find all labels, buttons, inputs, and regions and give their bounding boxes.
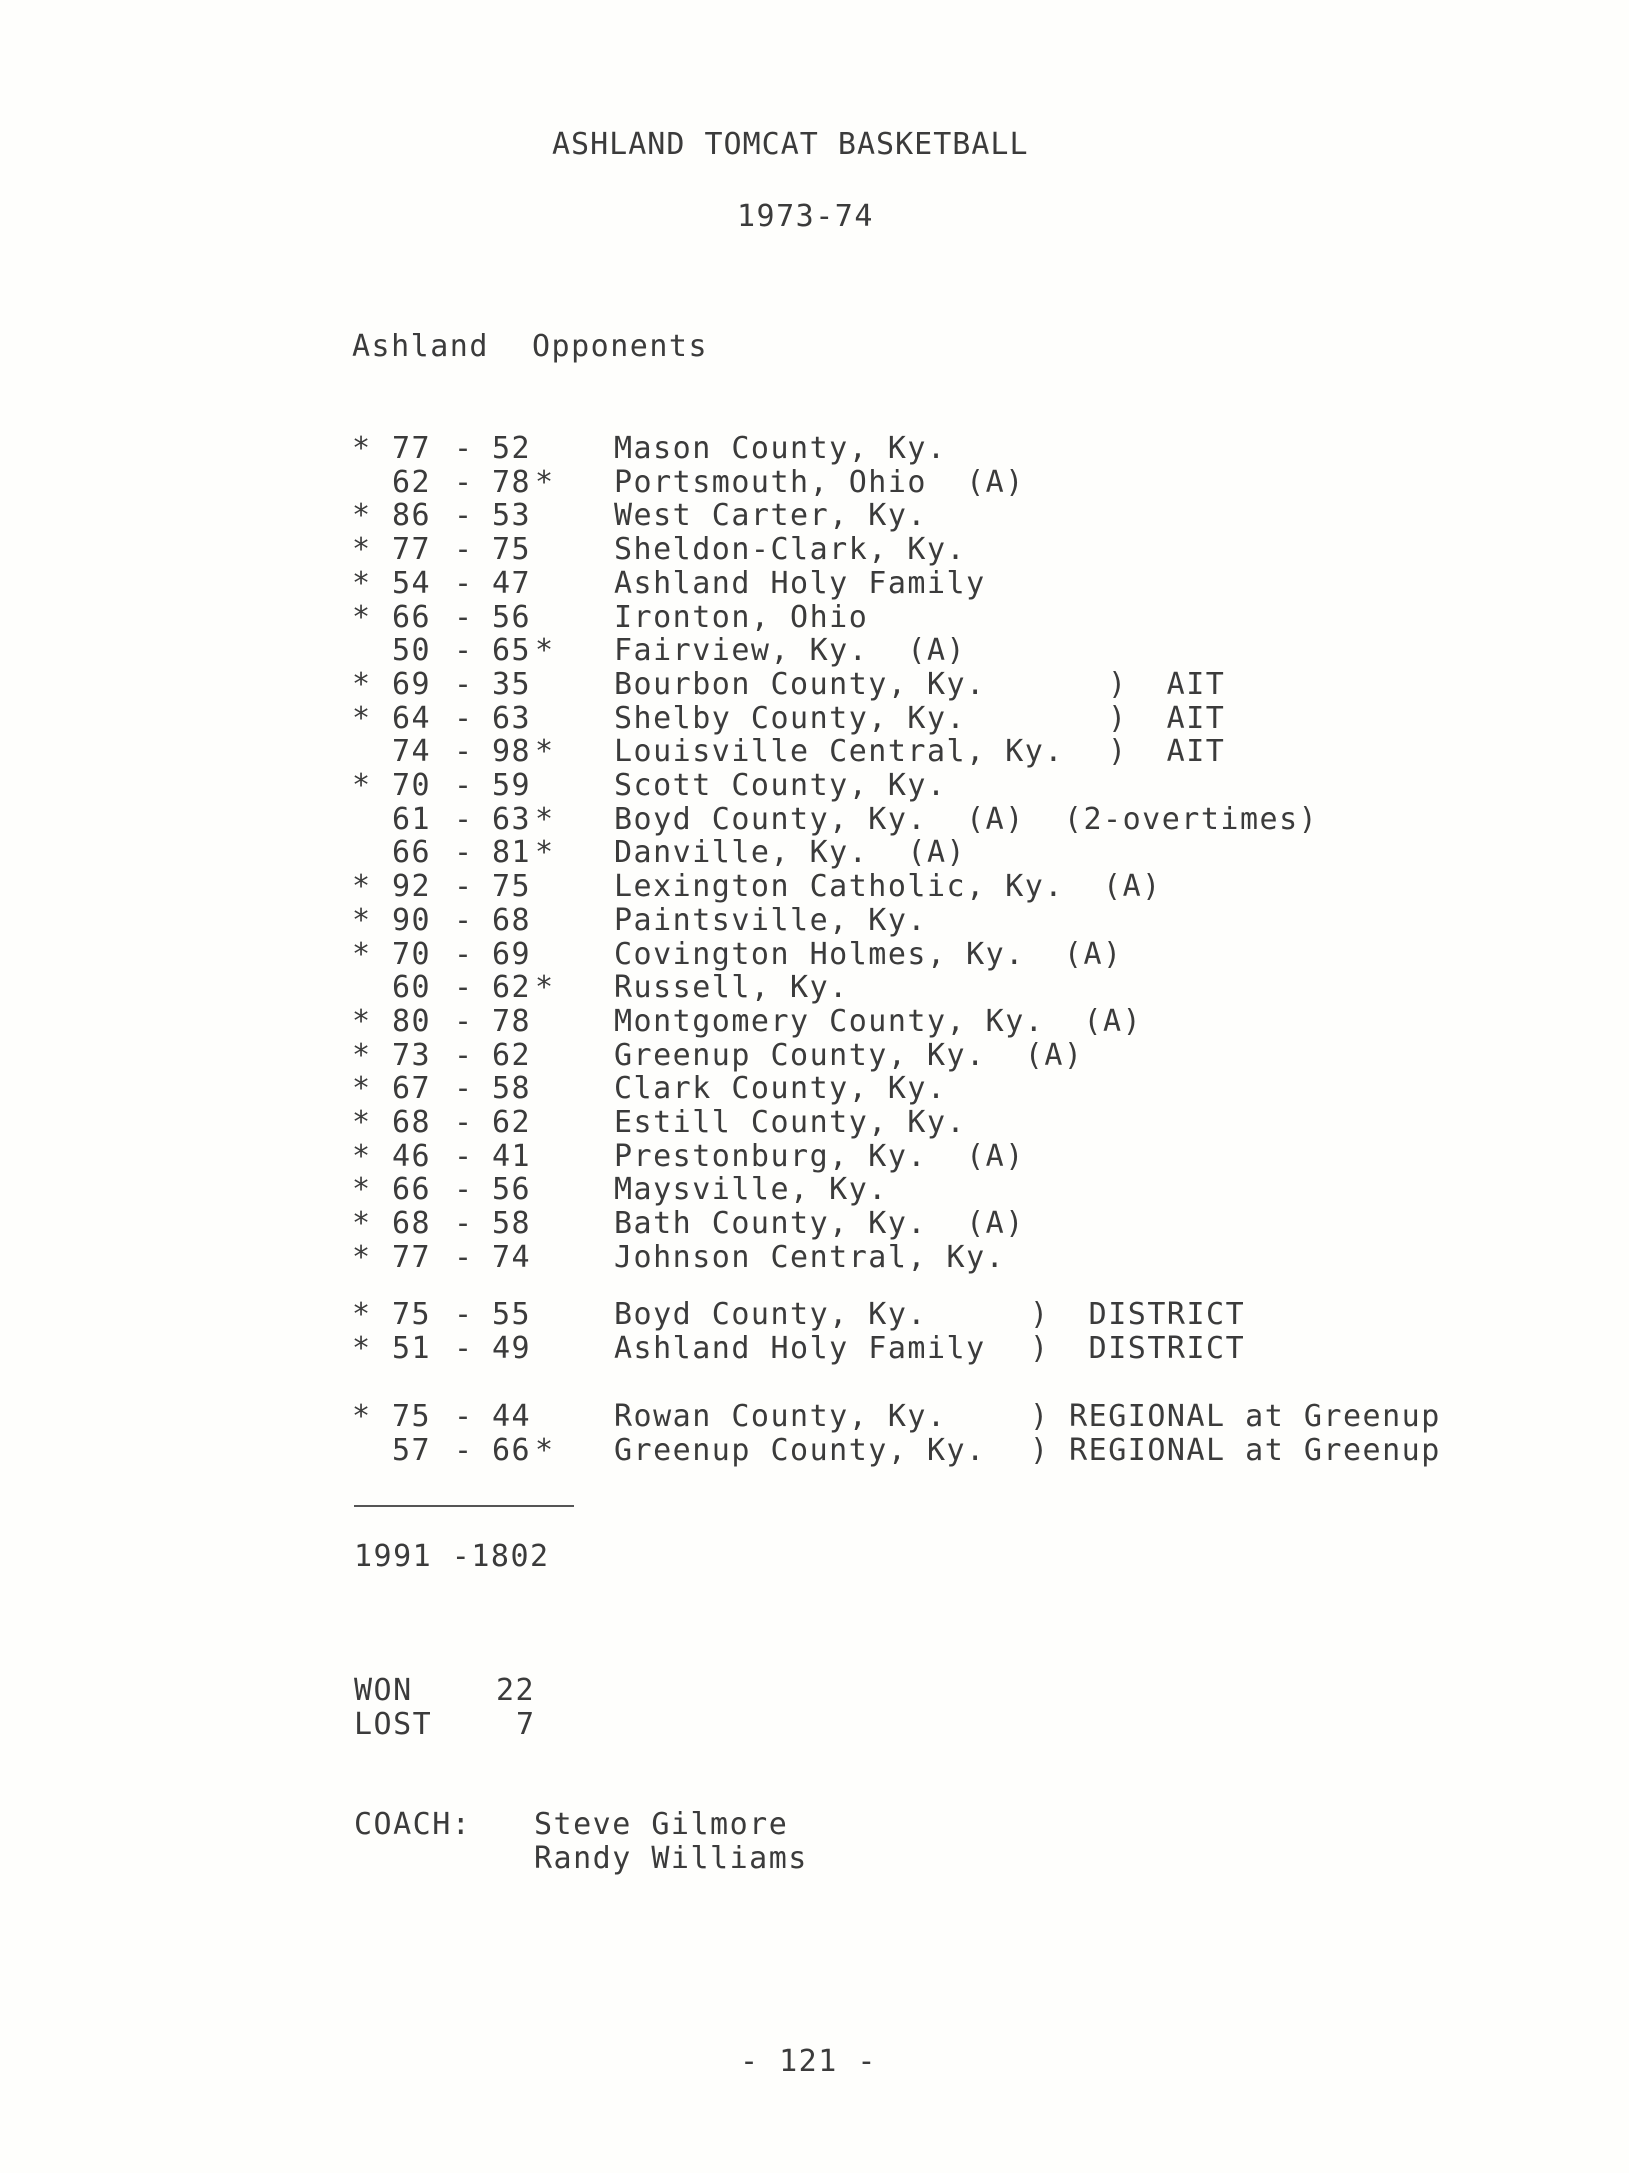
score-separator: - <box>454 464 474 500</box>
opponent-score: 35 <box>492 666 532 702</box>
opponent-name: Johnson Central, Ky. <box>614 1239 1006 1275</box>
opponent-name: Russell, Ky. <box>614 970 849 1006</box>
page-title: ASHLAND TOMCAT BASKETBALL <box>552 127 1029 162</box>
ashland-score: 67 <box>392 1071 432 1107</box>
ashland-score: 70 <box>392 768 432 803</box>
opponent-score: 58 <box>492 1071 532 1107</box>
score-separator: - <box>454 936 474 972</box>
opponent-name: Fairview, Ky. (A) <box>614 633 967 669</box>
opponent-score: 78 <box>492 1003 532 1039</box>
totals-rule <box>354 1505 574 1507</box>
opponent-score: 47 <box>492 565 532 601</box>
opponent-score: 41 <box>492 1138 532 1174</box>
ashland-score: 68 <box>392 1206 432 1242</box>
opponent-name: Greenup County, Ky. <box>614 1432 986 1468</box>
coach-label: COACH: <box>354 1807 472 1842</box>
ashland-score: 77 <box>392 431 432 466</box>
opponent-score: 65 <box>492 633 532 669</box>
score-separator: - <box>454 700 474 736</box>
ashland-score: 92 <box>392 869 432 905</box>
ashland-score: 90 <box>392 902 432 938</box>
game-note: ) DISTRICT <box>1030 1330 1246 1366</box>
score-separator: - <box>454 1071 474 1107</box>
ashland-score: 66 <box>392 1172 432 1208</box>
opponent-name: Louisville Central, Ky. <box>614 734 1064 770</box>
ashland-score: 73 <box>392 1037 432 1073</box>
score-separator: - <box>454 565 474 601</box>
win-marker: * <box>352 1330 372 1366</box>
score-separator: - <box>454 1172 474 1208</box>
opponent-name: Ashland Holy Family <box>614 1330 986 1366</box>
score-separator: - <box>454 1297 474 1332</box>
page-number: - 121 - <box>740 2044 877 2079</box>
score-separator: - <box>454 666 474 702</box>
score-separator: - <box>454 1239 474 1275</box>
opponent-score: 44 <box>492 1399 532 1434</box>
opponent-name: Sheldon-Clark, Ky. <box>614 532 967 568</box>
opponent-score: 53 <box>492 498 532 534</box>
win-marker: * <box>352 869 372 905</box>
score-separator: - <box>454 902 474 938</box>
opponent-name: Maysville, Ky. <box>614 1172 888 1208</box>
ashland-score: 46 <box>392 1138 432 1174</box>
opponent-score: 98 <box>492 734 532 770</box>
opponent-score: 62 <box>492 1105 532 1140</box>
win-marker: * <box>352 498 372 534</box>
opponent-score: 69 <box>492 936 532 972</box>
score-separator: - <box>454 1399 474 1434</box>
opponent-score: 66 <box>492 1432 532 1468</box>
score-separator: - <box>454 1105 474 1140</box>
score-separator: - <box>454 734 474 770</box>
coach-name: Randy Williams <box>534 1841 808 1876</box>
opponent-name: Ashland Holy Family <box>614 565 986 601</box>
opponent-name: Boyd County, Ky. (A) (2-overtimes) <box>614 801 1319 837</box>
opponent-score: 58 <box>492 1206 532 1242</box>
score-separator: - <box>454 532 474 568</box>
opponent-score: 75 <box>492 869 532 905</box>
score-separator: - <box>454 633 474 669</box>
won-label: WON <box>354 1673 413 1708</box>
win-marker: * <box>352 1172 372 1208</box>
opponent-score: 62 <box>492 970 532 1006</box>
ashland-score: 77 <box>392 1239 432 1275</box>
opponent-score: 56 <box>492 1172 532 1208</box>
ashland-score: 75 <box>392 1399 432 1434</box>
opponent-name: West Carter, Ky. <box>614 498 927 534</box>
win-marker: * <box>352 1105 372 1140</box>
score-separator: - <box>454 801 474 837</box>
opponent-score: 78 <box>492 464 532 500</box>
opponent-name: Danville, Ky. (A) <box>614 835 967 871</box>
opponent-score: 75 <box>492 532 532 568</box>
score-separator: - <box>454 835 474 871</box>
opponent-name: Lexington Catholic, Ky. (A) <box>614 869 1162 905</box>
win-marker: * <box>352 1037 372 1073</box>
ashland-score: 69 <box>392 666 432 702</box>
loss-marker: * <box>535 734 555 770</box>
win-marker: * <box>352 532 372 568</box>
score-separator: - <box>454 1206 474 1242</box>
loss-marker: * <box>535 801 555 837</box>
ashland-score: 64 <box>392 700 432 736</box>
loss-marker: * <box>535 970 555 1006</box>
game-note: ) DISTRICT <box>1030 1297 1246 1332</box>
opponent-name: Shelby County, Ky. <box>614 700 967 736</box>
ashland-score: 68 <box>392 1105 432 1140</box>
win-marker: * <box>352 1138 372 1174</box>
game-note: ) AIT <box>1108 700 1226 736</box>
ashland-score: 50 <box>392 633 432 669</box>
loss-marker: * <box>535 1432 555 1468</box>
opponent-score: 62 <box>492 1037 532 1073</box>
win-marker: * <box>352 1206 372 1242</box>
opponent-score: 63 <box>492 801 532 837</box>
opponent-score: 81 <box>492 835 532 871</box>
opponent-name: Montgomery County, Ky. (A) <box>614 1003 1143 1039</box>
score-separator: - <box>454 869 474 905</box>
opponent-score: 63 <box>492 700 532 736</box>
win-marker: * <box>352 768 372 803</box>
win-marker: * <box>352 936 372 972</box>
win-marker: * <box>352 666 372 702</box>
opponent-score: 68 <box>492 902 532 938</box>
opponent-name: Covington Holmes, Ky. (A) <box>614 936 1123 972</box>
season-label: 1973-74 <box>737 199 874 234</box>
opponent-name: Scott County, Ky. <box>614 768 947 803</box>
opponent-name: Estill County, Ky. <box>614 1105 967 1140</box>
score-separator: - <box>454 1003 474 1039</box>
opponent-name: Prestonburg, Ky. (A) <box>614 1138 1025 1174</box>
loss-marker: * <box>535 633 555 669</box>
opponent-score: 59 <box>492 768 532 803</box>
ashland-score: 66 <box>392 599 432 635</box>
ashland-score: 61 <box>392 801 432 837</box>
loss-marker: * <box>535 464 555 500</box>
score-separator: - <box>454 970 474 1006</box>
opponent-name: Clark County, Ky. <box>614 1071 947 1107</box>
ashland-score: 75 <box>392 1297 432 1332</box>
win-marker: * <box>352 599 372 635</box>
win-marker: * <box>352 902 372 938</box>
opponent-name: Ironton, Ohio <box>614 599 869 635</box>
opponent-name: Rowan County, Ky. <box>614 1399 947 1434</box>
score-separator: - <box>454 1432 474 1468</box>
opponent-name: Bath County, Ky. (A) <box>614 1206 1025 1242</box>
ashland-score: 62 <box>392 464 432 500</box>
ashland-score: 51 <box>392 1330 432 1366</box>
score-separator: - <box>454 1037 474 1073</box>
score-separator: - <box>454 768 474 803</box>
won-count: 22 <box>496 1673 536 1708</box>
win-marker: * <box>352 1297 372 1332</box>
opponent-score: 49 <box>492 1330 532 1366</box>
lost-count: 7 <box>516 1707 536 1742</box>
opponent-name: Mason County, Ky. <box>614 431 947 466</box>
win-marker: * <box>352 1003 372 1039</box>
column-header-ashland: Ashland <box>352 329 489 364</box>
score-separator: - <box>454 431 474 466</box>
win-marker: * <box>352 565 372 601</box>
opponent-name: Bourbon County, Ky. <box>614 666 986 702</box>
score-separator: - <box>454 1138 474 1174</box>
win-marker: * <box>352 1239 372 1275</box>
loss-marker: * <box>535 835 555 871</box>
score-separator: - <box>454 1330 474 1366</box>
opponent-score: 56 <box>492 599 532 635</box>
season-totals: 1991 -1802 <box>354 1539 550 1574</box>
game-note: ) REGIONAL at Greenup <box>1030 1399 1441 1434</box>
game-note: ) AIT <box>1108 666 1226 702</box>
ashland-score: 60 <box>392 970 432 1006</box>
ashland-score: 70 <box>392 936 432 972</box>
ashland-score: 77 <box>392 532 432 568</box>
win-marker: * <box>352 700 372 736</box>
game-note: ) REGIONAL at Greenup <box>1030 1432 1441 1468</box>
opponent-score: 55 <box>492 1297 532 1332</box>
game-note: ) AIT <box>1108 734 1226 770</box>
score-separator: - <box>454 599 474 635</box>
ashland-score: 74 <box>392 734 432 770</box>
opponent-score: 74 <box>492 1239 532 1275</box>
win-marker: * <box>352 431 372 466</box>
ashland-score: 57 <box>392 1432 432 1468</box>
opponent-name: Paintsville, Ky. <box>614 902 927 938</box>
opponent-name: Greenup County, Ky. (A) <box>614 1037 1084 1073</box>
column-header-opponents: Opponents <box>532 329 709 364</box>
opponent-score: 52 <box>492 431 532 466</box>
lost-label: LOST <box>354 1707 433 1742</box>
opponent-name: Portsmouth, Ohio (A) <box>614 464 1025 500</box>
ashland-score: 86 <box>392 498 432 534</box>
ashland-score: 66 <box>392 835 432 871</box>
ashland-score: 80 <box>392 1003 432 1039</box>
opponent-name: Boyd County, Ky. <box>614 1297 927 1332</box>
ashland-score: 54 <box>392 565 432 601</box>
win-marker: * <box>352 1071 372 1107</box>
score-separator: - <box>454 498 474 534</box>
win-marker: * <box>352 1399 372 1434</box>
coach-name: Steve Gilmore <box>534 1807 789 1842</box>
